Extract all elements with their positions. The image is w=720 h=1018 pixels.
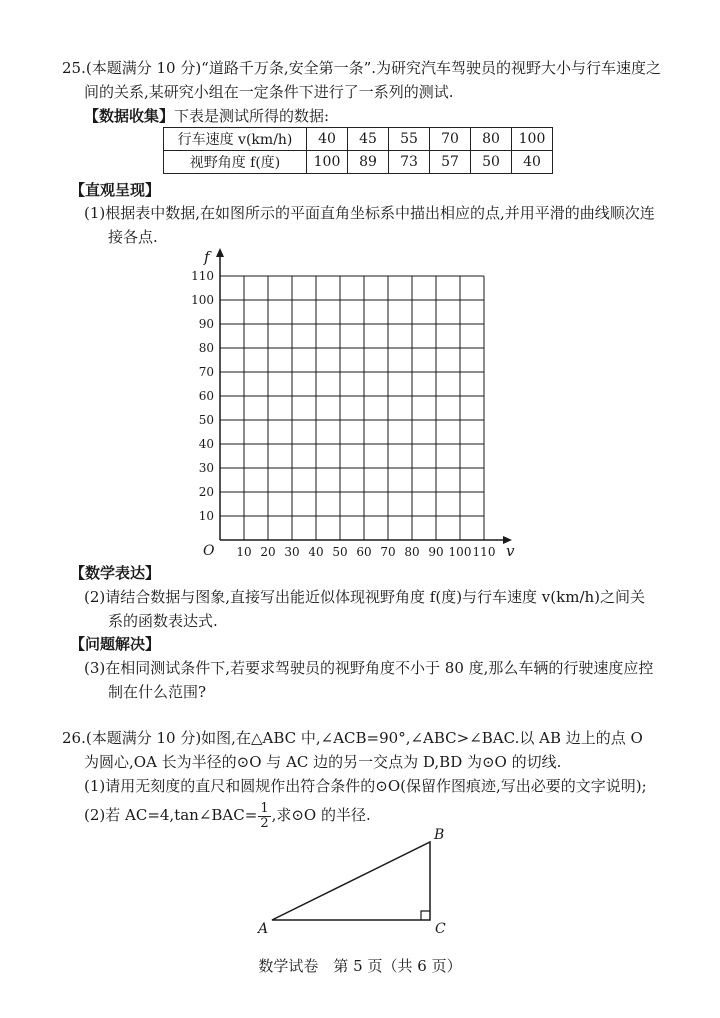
- triangle-abc: [272, 842, 430, 920]
- q26-line2: 为圆心,OA 长为半径的⊙O 与 AC 边的另一交点为 D,BD 为⊙O 的切线.: [84, 753, 562, 771]
- x-axis-label: v: [506, 542, 515, 560]
- vertex-a-label: A: [258, 921, 269, 937]
- speed-cell: 80: [471, 128, 512, 151]
- y-tick-label: 40: [198, 437, 214, 451]
- x-tick-label: 80: [404, 545, 420, 559]
- x-tick-label: 50: [332, 545, 348, 559]
- part2-line1: (2)请结合数据与图象,直接写出能近似体现视野角度 f(度)与行车速度 v(km/h)之间关: [84, 588, 646, 606]
- speed-cell: 45: [348, 128, 389, 151]
- vertex-b-label: B: [434, 827, 445, 843]
- speed-cell: 100: [512, 128, 553, 151]
- fraction-denominator: 2: [260, 815, 269, 831]
- x-tick-label: 10: [236, 545, 252, 559]
- q26-part1: (1)请用无刻度的直尺和圆规作出符合条件的⊙O(保留作图痕迹,写出必要的文字说明);: [84, 777, 647, 795]
- y-tick-label: 90: [198, 317, 214, 331]
- y-tick-label: 20: [198, 485, 214, 499]
- y-tick-label: 30: [198, 461, 214, 475]
- q26-part2-suffix: ,求⊙O 的半径.: [271, 806, 371, 824]
- x-tick-label: 70: [380, 545, 396, 559]
- y-axis-label: f: [204, 248, 210, 266]
- speed-label-cell: 行车速度 v(km/h): [164, 128, 307, 151]
- angle-cell: 100: [307, 151, 348, 174]
- y-tick-label: 70: [198, 365, 214, 379]
- y-tick-label: 50: [198, 413, 214, 427]
- q26-part2-prefix: (2)若 AC=4,tan∠BAC=: [84, 806, 258, 824]
- y-tick-label: 10: [198, 509, 214, 523]
- angle-cell: 57: [430, 151, 471, 174]
- problem-tag: 【问题解决】: [70, 635, 161, 653]
- angle-cell: 73: [389, 151, 430, 174]
- x-tick-label: 100: [448, 545, 472, 559]
- part2-line2: 系的函数表达式.: [108, 612, 218, 630]
- intuitive-tag: 【直观呈现】: [70, 181, 161, 199]
- x-tick-label: 20: [260, 545, 276, 559]
- q25-line1: 25.(本题满分 10 分)“道路千万条,安全第一条”.为研究汽车驾驶员的视野大小与行车速度之: [62, 59, 662, 77]
- q25-line2: 间的关系,某研究小组在一定条件下进行了一系列的测试.: [84, 83, 454, 101]
- q26-line1: 26.(本题满分 10 分)如图,在△ABC 中,∠ACB=90°,∠ABC>∠BAC.以 AB 边上的点 O: [62, 729, 643, 747]
- y-tick-label: 110: [191, 269, 214, 283]
- speed-cell: 70: [430, 128, 471, 151]
- y-tick-label: 80: [198, 341, 214, 355]
- angle-cell: 50: [471, 151, 512, 174]
- math-expr-tag: 【数学表达】: [70, 564, 161, 582]
- right-angle-mark: [421, 911, 430, 920]
- part1-line2: 接各点.: [108, 228, 158, 246]
- x-tick-label: 110: [472, 545, 496, 559]
- x-tick-label: 40: [308, 545, 324, 559]
- data-collect-text: 下表是测试所得的数据:: [174, 107, 330, 125]
- angle-cell: 40: [512, 151, 553, 174]
- angle-cell: 89: [348, 151, 389, 174]
- page-footer: 数学试卷 第 5 页（共 6 页）: [258, 957, 462, 975]
- vertex-c-label: C: [435, 921, 446, 937]
- part3-line2: 制在什么范围?: [108, 683, 207, 701]
- angle-label-cell: 视野角度 f(度): [164, 151, 307, 174]
- y-tick-label: 100: [191, 293, 214, 307]
- speed-cell: 55: [389, 128, 430, 151]
- x-tick-label: 60: [356, 545, 372, 559]
- data-collect-tag: 【数据收集】: [84, 107, 175, 125]
- y-tick-label: 60: [198, 389, 214, 403]
- part3-line1: (3)在相同测试条件下,若要求驾驶员的视野角度不小于 80 度,那么车辆的行驶速度应控: [84, 659, 654, 677]
- speed-cell: 40: [307, 128, 348, 151]
- origin-label: O: [203, 543, 215, 559]
- x-tick-label: 90: [428, 545, 444, 559]
- fraction-numerator: 1: [260, 800, 269, 816]
- x-tick-label: 30: [284, 545, 300, 559]
- part1-line1: (1)根据表中数据,在如图所示的平面直角坐标系中描出相应的点,并用平滑的曲线顺次连: [84, 204, 655, 222]
